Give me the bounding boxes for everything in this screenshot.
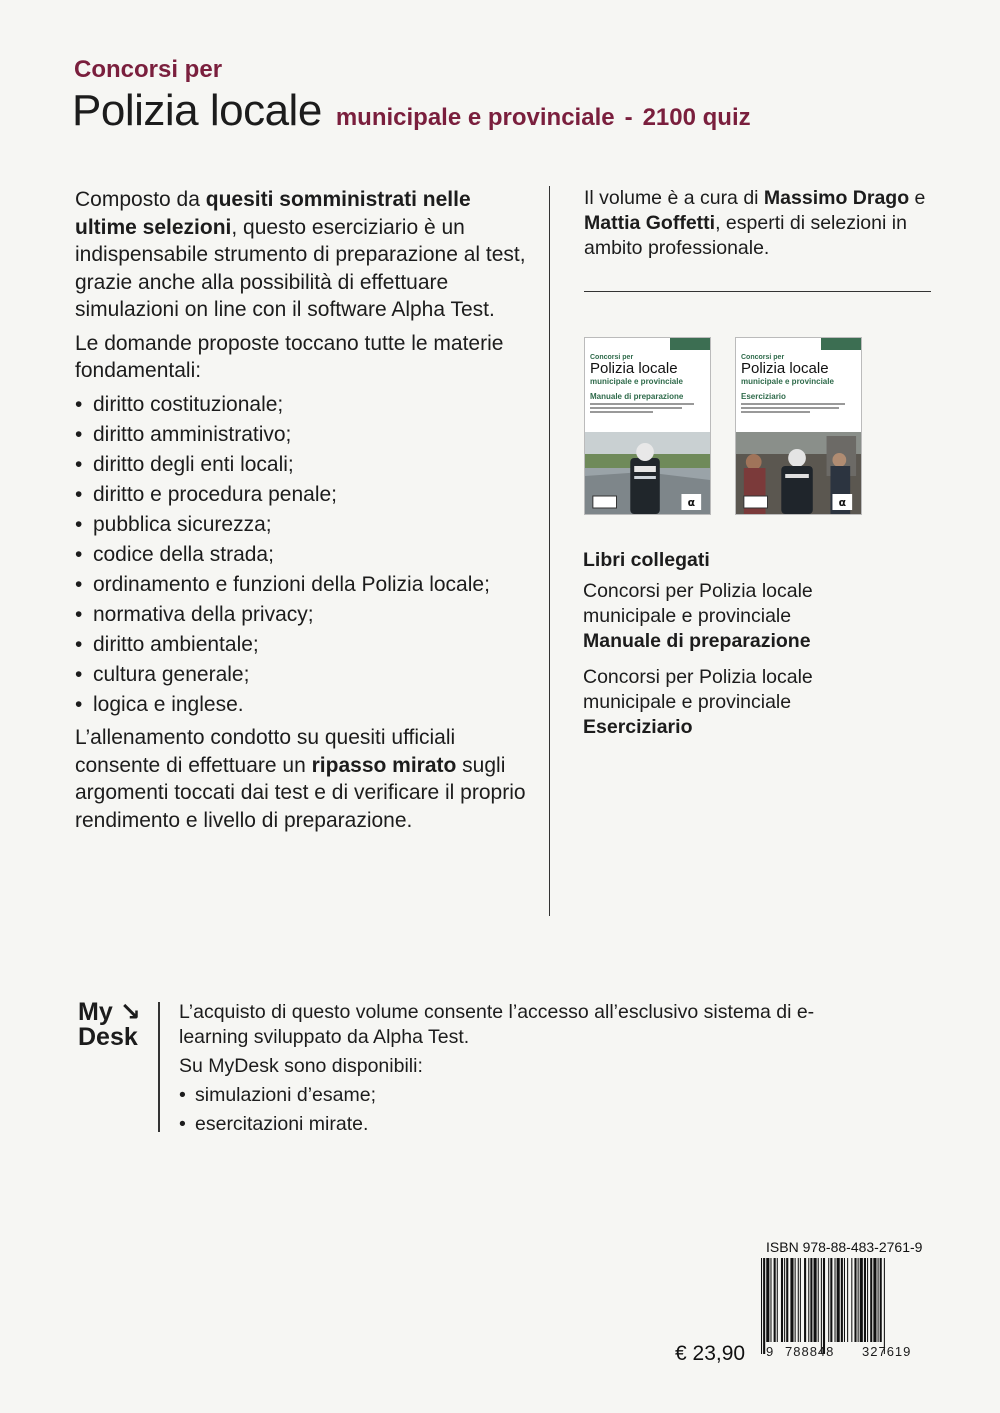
topic-item bbox=[75, 451, 535, 479]
topic-item bbox=[75, 631, 535, 659]
topic-item bbox=[75, 421, 535, 449]
series-kicker: Concorsi per bbox=[74, 56, 223, 83]
related-book-cover-eserciziario[interactable] bbox=[735, 337, 862, 515]
outro-paragraph bbox=[75, 724, 535, 834]
cover-subtitle: municipale e provinciale bbox=[590, 377, 683, 386]
cover-photo bbox=[585, 432, 710, 514]
intro-run: Composto da bbox=[75, 188, 206, 211]
intro-run: quesiti somministrati nelle ultime selezioni bbox=[75, 188, 471, 239]
mydesk-logo-my: My bbox=[78, 998, 113, 1026]
related-book-line2: municipale e provinciale bbox=[583, 605, 792, 627]
topic-item bbox=[75, 601, 535, 629]
mydesk-info bbox=[179, 1000, 879, 1143]
topic-item-text: cultura generale; bbox=[93, 662, 250, 686]
related-books bbox=[583, 548, 938, 751]
barcode-bar bbox=[808, 1258, 809, 1342]
mydesk-item bbox=[179, 1112, 879, 1137]
barcode-bar bbox=[851, 1258, 852, 1342]
bullet-icon: • bbox=[75, 542, 83, 566]
description-column bbox=[75, 186, 535, 840]
barcode-bar bbox=[814, 1258, 817, 1342]
topic-item bbox=[75, 511, 535, 539]
cover-subtitle: municipale e provinciale bbox=[741, 377, 834, 386]
barcode-bar bbox=[837, 1258, 840, 1342]
barcode-bar bbox=[800, 1258, 801, 1342]
title-separator: - bbox=[624, 104, 633, 131]
barcode-bar bbox=[798, 1258, 799, 1342]
related-book-line2: municipale e provinciale bbox=[583, 691, 792, 713]
book-title: Polizia locale bbox=[72, 86, 322, 135]
authors-run: , esperti di selezioni in ambito professionale. bbox=[584, 212, 907, 259]
related-book-cover-manuale[interactable] bbox=[584, 337, 711, 515]
price: € 23,90 bbox=[675, 1342, 746, 1365]
topic-item-text: diritto e procedura penale; bbox=[93, 482, 337, 506]
bullet-icon: • bbox=[179, 1113, 186, 1135]
mydesk-item-text: esercitazioni mirate. bbox=[195, 1113, 369, 1135]
related-book-line1: Concorsi per Polizia locale bbox=[583, 580, 813, 602]
bullet-icon: • bbox=[179, 1084, 186, 1106]
bullet-icon: • bbox=[75, 452, 83, 476]
cover-title: Polizia locale bbox=[741, 360, 829, 377]
mydesk-items-list bbox=[179, 1083, 879, 1137]
mydesk-available: Su MyDesk sono disponibili: bbox=[179, 1055, 423, 1077]
barcode-bar bbox=[835, 1258, 836, 1342]
related-book-manuale[interactable] bbox=[583, 579, 938, 654]
horizontal-divider bbox=[584, 291, 931, 292]
barcode bbox=[761, 1258, 933, 1354]
topic-item bbox=[75, 661, 535, 689]
barcode-digits-right: 327619 bbox=[862, 1344, 912, 1359]
mydesk-description: L’acquisto di questo volume consente l’accesso all’esclusivo sistema di e-learning sviluppato da Alpha Test. bbox=[179, 1001, 815, 1048]
barcode-bar bbox=[854, 1258, 856, 1342]
mydesk-logo-desk: Desk bbox=[78, 1023, 138, 1051]
isbn-label: ISBN 978-88-483-2761-9 bbox=[766, 1239, 923, 1255]
bullet-icon: • bbox=[75, 632, 83, 656]
related-book-eserciziario[interactable] bbox=[583, 665, 938, 740]
barcode-bar bbox=[860, 1258, 863, 1342]
outro-run: L’allenamento condotto su quesiti ufficiali consente di effettuare un bbox=[75, 726, 456, 777]
barcode-bar bbox=[828, 1258, 829, 1342]
barcode-bar bbox=[880, 1258, 882, 1342]
mydesk-item bbox=[179, 1083, 879, 1108]
topic-item-text: diritto degli enti locali; bbox=[93, 452, 294, 476]
svg-text:α: α bbox=[687, 495, 696, 510]
topics-intro: Le domande proposte toccano tutte le materie fondamentali: bbox=[75, 331, 504, 382]
barcode-bar bbox=[786, 1258, 788, 1342]
barcode-bar bbox=[884, 1258, 885, 1354]
topic-item bbox=[75, 391, 535, 419]
barcode-bar bbox=[841, 1258, 843, 1342]
cover-edition: Eserciziario bbox=[741, 392, 786, 401]
book-subtitle: municipale e provinciale bbox=[335, 104, 615, 131]
barcode-bar bbox=[830, 1258, 832, 1342]
outro-run: sugli argomenti toccati dai test e di verificare il proprio rendimento e livello di preparazione. bbox=[75, 753, 526, 832]
topic-item bbox=[75, 541, 535, 569]
quiz-count: 2100 quiz bbox=[642, 104, 751, 131]
title-row bbox=[72, 86, 751, 136]
barcode-bar bbox=[818, 1258, 819, 1342]
authors-run: Il volume è a cura di bbox=[584, 187, 764, 209]
related-book-edition: Eserciziario bbox=[583, 716, 693, 738]
cover-title: Polizia locale bbox=[590, 360, 678, 377]
bullet-icon: • bbox=[75, 482, 83, 506]
related-book-edition: Manuale di preparazione bbox=[583, 630, 811, 652]
barcode-bar bbox=[864, 1258, 866, 1342]
barcode-bar bbox=[847, 1258, 848, 1342]
authors-note bbox=[584, 186, 939, 267]
barcode-bar bbox=[774, 1258, 776, 1342]
barcode-digit-first: 9 bbox=[766, 1344, 774, 1359]
bullet-icon: • bbox=[75, 692, 83, 716]
mydesk-item-text: simulazioni d’esame; bbox=[195, 1084, 376, 1106]
barcode-bar bbox=[878, 1258, 879, 1342]
barcode-bar bbox=[867, 1258, 868, 1342]
column-divider bbox=[549, 186, 550, 916]
barcode-bar bbox=[763, 1258, 765, 1354]
cover-kicker: Concorsi per bbox=[590, 354, 634, 361]
related-books-heading: Libri collegati bbox=[583, 549, 710, 571]
topics-list bbox=[75, 391, 535, 719]
barcode-bar bbox=[795, 1258, 796, 1342]
intro-run: , questo eserciziario è un indispensabile strumento di preparazione al test, grazie anche alla possibilità di effettuare simulazioni on line con il software Alpha Test. bbox=[75, 215, 526, 321]
topic-item-text: logica e inglese. bbox=[93, 692, 244, 716]
bullet-icon: • bbox=[75, 512, 83, 536]
barcode-bar bbox=[766, 1258, 769, 1342]
topic-item bbox=[75, 691, 535, 719]
barcode-bar bbox=[858, 1258, 859, 1342]
topic-item bbox=[75, 571, 535, 599]
authors-run: e bbox=[909, 187, 926, 209]
topic-item bbox=[75, 481, 535, 509]
barcode-bar bbox=[770, 1258, 771, 1342]
authors-paragraph bbox=[584, 186, 939, 261]
bullet-icon: • bbox=[75, 662, 83, 686]
topic-item-text: normativa della privacy; bbox=[93, 602, 314, 626]
bullet-icon: • bbox=[75, 422, 83, 446]
barcode-bar bbox=[790, 1258, 793, 1342]
barcode-bar bbox=[844, 1258, 845, 1342]
intro-paragraph bbox=[75, 186, 535, 324]
related-book-line1: Concorsi per Polizia locale bbox=[583, 666, 813, 688]
mydesk-logo bbox=[78, 1000, 141, 1050]
barcode-digits-left: 788848 bbox=[785, 1344, 835, 1359]
barcode-bar bbox=[761, 1258, 762, 1354]
barcode-bar bbox=[870, 1258, 872, 1342]
cover-edition: Manuale di preparazione bbox=[590, 392, 684, 401]
barcode-bar bbox=[781, 1258, 783, 1342]
cover-kicker: Concorsi per bbox=[741, 354, 785, 361]
barcode-bar bbox=[823, 1258, 825, 1354]
svg-text:α: α bbox=[838, 495, 847, 510]
topic-item-text: codice della strada; bbox=[93, 542, 274, 566]
bullet-icon: • bbox=[75, 572, 83, 596]
topic-item-text: diritto amministrativo; bbox=[93, 422, 292, 446]
topic-item-text: diritto costituzionale; bbox=[93, 392, 284, 416]
cover-photo bbox=[736, 432, 861, 514]
bullet-icon: • bbox=[75, 392, 83, 416]
barcode-bar bbox=[810, 1258, 812, 1342]
arrow-down-right-icon: ↘ bbox=[119, 998, 141, 1026]
authors-run: Mattia Goffetti bbox=[584, 212, 716, 234]
bullet-icon: • bbox=[75, 602, 83, 626]
topic-item-text: ordinamento e funzioni della Polizia locale; bbox=[93, 572, 490, 596]
outro-run: ripasso mirato bbox=[311, 753, 457, 777]
barcode-bar bbox=[777, 1258, 778, 1342]
barcode-bar bbox=[821, 1258, 822, 1354]
mydesk-divider bbox=[158, 1002, 160, 1132]
barcode-bar bbox=[784, 1258, 785, 1342]
barcode-bar bbox=[873, 1258, 876, 1342]
barcode-bar bbox=[804, 1258, 806, 1342]
topic-item-text: pubblica sicurezza; bbox=[93, 512, 272, 536]
topic-item-text: diritto ambientale; bbox=[93, 632, 259, 656]
authors-run: Massimo Drago bbox=[763, 187, 910, 209]
